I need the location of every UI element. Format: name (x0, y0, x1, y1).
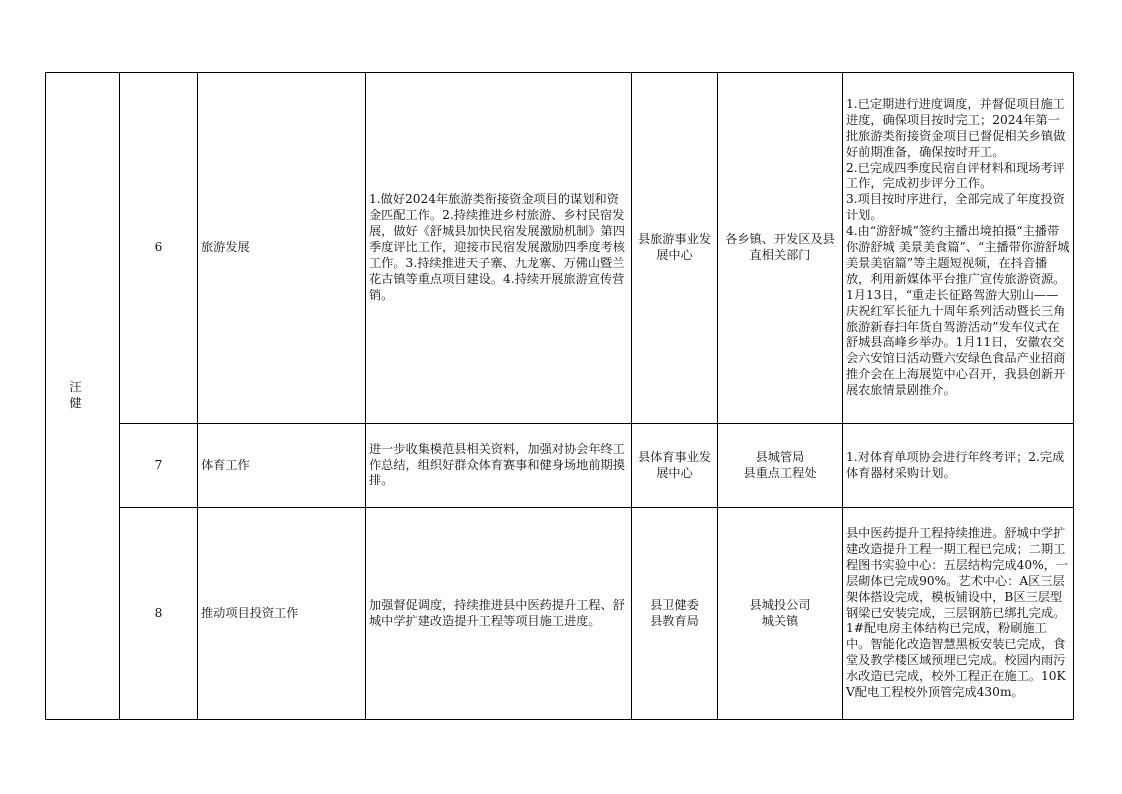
progress-report: 1.对体育单项协会进行年终考评；2.完成体育器材采购计划。 (843, 424, 1074, 508)
lead-unit: 县旅游事业发展中心 (632, 73, 718, 424)
leader-name: 汪 健 (46, 73, 120, 720)
cooperating-units: 各乡镇、开发区及县直相关部门 (718, 73, 843, 424)
table-row (46, 73, 1074, 424)
lead-unit: 县卫健委 县教育局 (632, 508, 718, 720)
project-name: 旅游发展 (198, 73, 366, 424)
row-number: 8 (120, 508, 198, 720)
row-number: 7 (120, 424, 198, 508)
task-description: 进一步收集模范县相关资料，加强对协会年终工作总结，组织好群众体育赛事和健身场地前期摸排。 (366, 424, 632, 508)
lead-unit: 县体育事业发展中心 (632, 424, 718, 508)
table-row (46, 508, 1074, 720)
work-progress-table (45, 72, 1074, 720)
task-description: 1.做好2024年旅游类衔接资金项目的谋划和资金匹配工作。2.持续推进乡村旅游、乡村民宿发展，做好《舒城县加快民宿发展激励机制》第四季度评比工作，迎接市民宿发展激励四季度考核工作。3.持续推进天子寨、九龙寨、万佛山暨兰花古镇等重点项目建设。4.持续开展旅游宣传营销。 (366, 73, 632, 424)
progress-report: 县中医药提升工程持续推进。舒城中学扩建改造提升工程一期工程已完成；二期工程图书实验中心：五层结构完成40%，一层砌体已完成90%。艺术中心：A区三层架体搭设完成，模板铺设中，B区三层型钢梁已安装完成，三层钢筋已绑扎完成。1#配电房主体结构已完成，粉刷施工中。智能化改造智慧黑板安装已完成，食堂及教学楼区域预埋已完成。校园内雨污水改造已完成，校外工程正在施工。10KV配电工程校外顶管完成430m。 (843, 508, 1074, 720)
cooperating-units: 县城投公司 城关镇 (718, 508, 843, 720)
cooperating-units: 县城管局 县重点工程处 (718, 424, 843, 508)
project-name: 体育工作 (198, 424, 366, 508)
project-name: 推动项目投资工作 (198, 508, 366, 720)
table-row (46, 424, 1074, 508)
task-description: 加强督促调度，持续推进县中医药提升工程、舒城中学扩建改造提升工程等项目施工进度。 (366, 508, 632, 720)
row-number: 6 (120, 73, 198, 424)
progress-report: 1.已定期进行进度调度，并督促项目施工进度，确保项目按时完工；2024年第一批旅游类衔接资金项目已督促相关乡镇做好前期准备，确保按时开工。 2.已完成四季度民宿自评材料和现场考评工作，完成初步评分工作。 3.项目按时序进行，全部完成了年度投资计划。 4.由“游舒城”签约主播出境拍摄“主播带你游舒城 美景美食篇”、“主播带你游舒城 美景美宿篇”等主题短视频，在抖音播放，利用新媒体平台推广宣传旅游资源。1月13日，“重走长征路驾游大别山——庆祝红军长征九十周年系列活动暨长三角旅游新春扫年货自驾游活动”发车仪式在舒城县高峰乡举办。1月11日，安徽农交会六安馆日活动暨六安绿色食品产业招商推介会在上海展览中心召开，我县创新开展农旅情景剧推介。 (843, 73, 1074, 424)
